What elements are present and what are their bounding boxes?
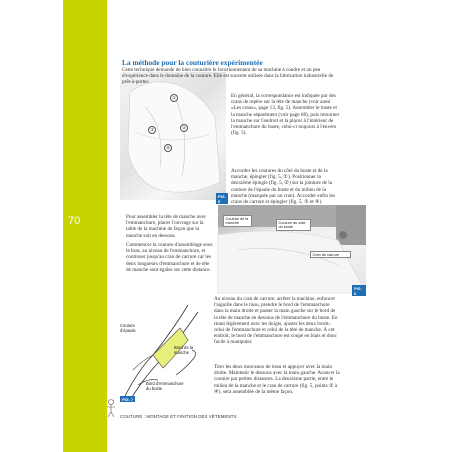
fig6-label-couture-manche: Couture de la manche [223,215,252,227]
fig5-marker-2: ② [180,124,188,132]
fig5-marker-4: ④ [164,144,172,152]
fig5-marker-1: ① [170,94,178,102]
figure-7-badge: FIG. 7 [122,396,134,402]
footer-text: COUTURE : MONTAGE ET FINITION DES VÊTEMENTS [120,414,237,419]
figure-5-photo [120,72,226,204]
para-intro: Cette technique demande de bien connaître le fonctionnement de sa machine à coudre et un peu d'expérience dans le domaine de la couture. Elle est souvent utilisée dans la fabrication industrielle de prêt-à-porter. [122,67,334,86]
para-commencer: Commencer la couture d'assemblage sous le bras, au niveau de l'emmanchure, et continuer jusqu'au cran de carrure car les deux longueurs d'emmanchure et de tête de manche sont égales sur cette distance. [126,242,213,273]
intro-paragraph [122,67,340,86]
para-general: En général, la correspondance est indiquée par des crans de repère sur la tête de manche (voir aussi «Les crans», page 13, fig. 5). Assembler le buste et la manche séparément (voir page 68), puis retourner la manche sur l'endroit et la placer à l'intérieur de l'emmanchure du buste, celui-ci toujours à l'envers (fig. 5). [231,93,340,137]
figure-6-badge: FIG. 6 [352,285,366,296]
fig6-label-couture-cote: Couture du côté du buste [276,219,311,231]
para-niveau: Au niveau du cran de carrure, arrêter la machine, enfoncer l'aiguille dans le tissu, prendre le bord de l'emmanchure dans la main droite et passer la main gauche sur le bord de la tête de manche en dessous de l'emmanchure du buste. En tirant légèrement avec les doigts, ajuster les deux bords : celui de l'emmanchure et celui de la tête de manche. À cet endroit, le bord de l'emmanchure est coupé en biais et donc facile à manipuler. [214,296,338,346]
fig5-drape-illustration [120,72,226,200]
para-tirer: Tirer les deux morceaux de tissu et appuyer avec la main droite. Maintenir le dessous avec la main gauche. Avancer la couture par petites distances. La deuxième partie, entre le milieu de la manche et le cran de carrure (fig. 5, points ② à ④), sera assemblée de la même façon. [214,364,340,395]
assembler-paragraph [126,214,214,239]
fig7-label-bord-emmanchure: Bord d'emmanchure du buste [146,381,184,391]
fig6-label-cran: Cran de carrure [310,251,351,258]
figure-5-badge: FIG. 5 [218,193,226,204]
section-title: La méthode pour la couturière expérimentée [122,58,263,67]
fig5-marker-3: ③ [148,126,156,134]
para-accorder: Accorder les coutures du côté du buste et de la manche, épingler (fig. 5, ①). Positionner la deuxième épingle (fig. 5, ②) sur la jointure de la couture de l'épaule du buste et du milieu de la manche (marquée par un cran). Accorder enfin les crans de carrure et épingler (fig. 5, ③ et ④). [231,168,335,206]
tirer-paragraph [214,364,340,395]
para-assembler: Pour assembler la tête de manche avec l'emmanchure, placer l'ouvrage sur la table de la machine de façon que la manche soit en dessous. [126,214,207,239]
fig7-label-epaule: Couture d'épaule [120,323,136,333]
figure-7-illustration [118,300,208,404]
page-number: 70 [68,215,81,227]
figure-6-photo [218,205,366,296]
accorder-paragraph [231,168,341,205]
fig7-label-bord-manche: Bord de la manche [174,345,194,355]
footer-figure-icon [104,398,118,418]
niveau-paragraph [214,296,340,346]
commencer-paragraph [126,242,214,273]
general-paragraph [231,93,341,136]
